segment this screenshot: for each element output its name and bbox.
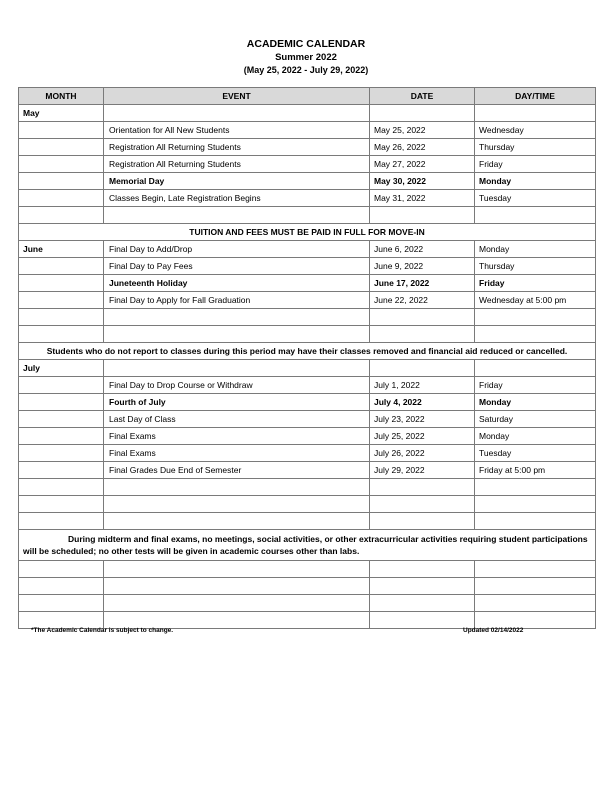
month-row-may: [19, 105, 596, 122]
calendar-header: [0, 38, 612, 77]
table-row: [19, 241, 596, 258]
day-cell: Friday at 5:00 pm: [475, 462, 596, 479]
empty-row: [19, 595, 596, 612]
date-cell: May 25, 2022: [370, 122, 475, 139]
exams-policy-note: During midterm and final exams, no meetings, social activities, or other extracurricular activities requiring student participations will be scheduled; no other tests will be given in academic courses other than labs.: [19, 530, 596, 561]
calendar-title: ACADEMIC CALENDAR: [246, 38, 366, 50]
table-row: [19, 377, 596, 394]
day-cell: Wednesday at 5:00 pm: [475, 292, 596, 309]
month-label-june: June: [19, 241, 104, 258]
banner-row: [19, 224, 596, 241]
day-cell: Wednesday: [475, 122, 596, 139]
empty-row: [19, 612, 596, 629]
event-cell: Final Grades Due End of Semester: [104, 462, 370, 479]
holiday-row: [19, 173, 596, 190]
day-cell: Monday: [475, 394, 596, 411]
date-cell: July 4, 2022: [370, 394, 475, 411]
event-cell: Last Day of Class: [104, 411, 370, 428]
table-row: [19, 139, 596, 156]
date-cell: June 9, 2022: [370, 258, 475, 275]
date-cell: June 6, 2022: [370, 241, 475, 258]
date-cell: June 17, 2022: [370, 275, 475, 292]
holiday-row: [19, 275, 596, 292]
event-cell: Registration All Returning Students: [104, 139, 370, 156]
date-cell: May 30, 2022: [370, 173, 475, 190]
empty-row: [19, 578, 596, 595]
table-row: [19, 428, 596, 445]
event-cell: Juneteenth Holiday: [104, 275, 370, 292]
day-cell: Saturday: [475, 411, 596, 428]
table-row: [19, 445, 596, 462]
day-cell: Thursday: [475, 139, 596, 156]
event-cell: Final Day to Add/Drop: [104, 241, 370, 258]
empty-row: [19, 513, 596, 530]
event-cell: Final Day to Drop Course or Withdraw: [104, 377, 370, 394]
empty-row: [19, 479, 596, 496]
column-header-date: DATE: [370, 88, 475, 105]
date-cell: May 27, 2022: [370, 156, 475, 173]
event-cell: Fourth of July: [104, 394, 370, 411]
calendar-table: [18, 87, 596, 629]
day-cell: Tuesday: [475, 190, 596, 207]
header-row: [19, 88, 596, 105]
event-cell: Final Exams: [104, 428, 370, 445]
event-cell: Registration All Returning Students: [104, 156, 370, 173]
calendar-date-range: (May 25, 2022 - July 29, 2022): [243, 65, 369, 75]
calendar-term: Summer 2022: [275, 52, 337, 63]
table-row: [19, 190, 596, 207]
month-row-july: [19, 360, 596, 377]
empty-row: [19, 326, 596, 343]
table-row: [19, 462, 596, 479]
empty-row: [19, 496, 596, 513]
empty-row: [19, 561, 596, 578]
footer-updated: Updated 02/14/2022: [463, 627, 524, 634]
event-cell: Final Day to Pay Fees: [104, 258, 370, 275]
table-row: [19, 156, 596, 173]
event-cell: Memorial Day: [104, 173, 370, 190]
holiday-row: [19, 394, 596, 411]
day-cell: Friday: [475, 156, 596, 173]
empty-row: [19, 309, 596, 326]
day-cell: Tuesday: [475, 445, 596, 462]
column-header-day-time: DAY/TIME: [475, 88, 596, 105]
date-cell: July 1, 2022: [370, 377, 475, 394]
date-cell: July 25, 2022: [370, 428, 475, 445]
month-label-july: July: [19, 360, 104, 377]
day-cell: Friday: [475, 275, 596, 292]
day-cell: Monday: [475, 241, 596, 258]
day-cell: Friday: [475, 377, 596, 394]
date-cell: July 23, 2022: [370, 411, 475, 428]
tuition-banner: TUITION AND FEES MUST BE PAID IN FULL FOR MOVE-IN: [19, 224, 596, 241]
banner-row: [19, 343, 596, 360]
table-row: [19, 122, 596, 139]
month-label-may: May: [19, 105, 104, 122]
column-header-month: MONTH: [19, 88, 104, 105]
empty-row: [19, 207, 596, 224]
footer-disclaimer: *The Academic Calendar is subject to change.: [31, 627, 174, 634]
table-row: [19, 258, 596, 275]
table-row: [19, 411, 596, 428]
attendance-banner: Students who do not report to classes during this period may have their classes removed and financial aid reduced or cancelled.: [19, 343, 596, 360]
date-cell: May 26, 2022: [370, 139, 475, 156]
date-cell: May 31, 2022: [370, 190, 475, 207]
date-cell: July 29, 2022: [370, 462, 475, 479]
day-cell: Thursday: [475, 258, 596, 275]
event-cell: Final Exams: [104, 445, 370, 462]
banner-row: [19, 530, 596, 561]
event-cell: Classes Begin, Late Registration Begins: [104, 190, 370, 207]
date-cell: July 26, 2022: [370, 445, 475, 462]
event-cell: Final Day to Apply for Fall Graduation: [104, 292, 370, 309]
date-cell: June 22, 2022: [370, 292, 475, 309]
day-cell: Monday: [475, 173, 596, 190]
event-cell: Orientation for All New Students: [104, 122, 370, 139]
column-header-event: EVENT: [104, 88, 370, 105]
table-row: [19, 292, 596, 309]
day-cell: Monday: [475, 428, 596, 445]
